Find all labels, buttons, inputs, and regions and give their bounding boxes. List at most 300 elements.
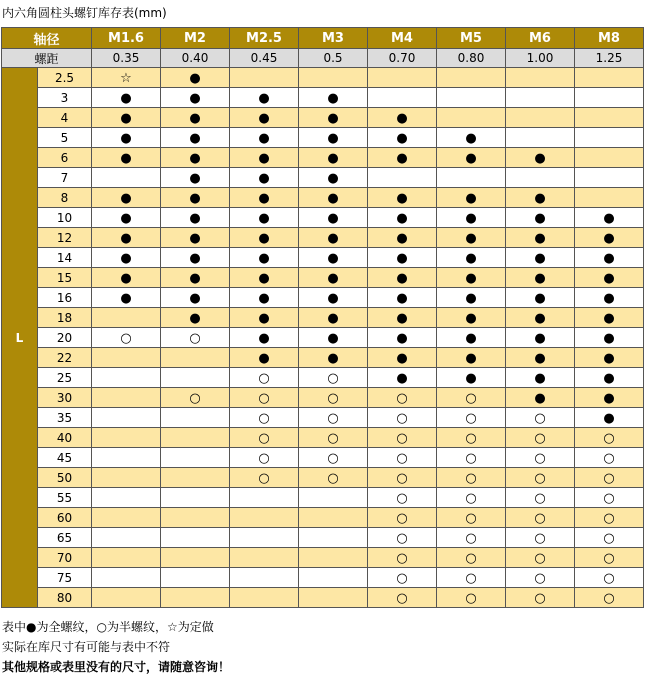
stock-cell	[368, 348, 437, 368]
stock-cell	[161, 308, 230, 328]
full-thread-icon: ●	[120, 270, 132, 286]
full-thread-icon: ●	[465, 270, 477, 286]
stock-cell	[161, 508, 230, 528]
full-thread-icon: ●	[327, 310, 339, 326]
full-thread-icon: ●	[120, 230, 132, 246]
stock-cell	[92, 88, 161, 108]
full-thread-icon: ●	[396, 230, 408, 246]
half-thread-icon: ○	[465, 510, 477, 526]
stock-cell	[92, 288, 161, 308]
legend-note: 表中●为全螺纹，○为半螺纹，☆为定做	[2, 620, 214, 634]
full-thread-icon: ●	[603, 230, 615, 246]
stock-cell	[299, 308, 368, 328]
full-thread-icon: ●	[534, 310, 546, 326]
full-thread-icon: ●	[396, 330, 408, 346]
stock-cell	[299, 408, 368, 428]
table-row	[2, 108, 644, 128]
length-value: 2.5	[38, 68, 92, 88]
full-thread-icon: ●	[120, 90, 132, 106]
stock-cell	[92, 348, 161, 368]
table-row	[2, 88, 644, 108]
stock-cell	[368, 308, 437, 328]
stock-cell	[437, 548, 506, 568]
stock-cell	[368, 508, 437, 528]
full-thread-icon: ●	[534, 390, 546, 406]
stock-cell	[437, 328, 506, 348]
stock-cell	[299, 108, 368, 128]
stock-cell	[230, 568, 299, 588]
half-thread-icon: ○	[189, 330, 201, 346]
full-thread-icon: ●	[396, 130, 408, 146]
pitch-value: 0.40	[161, 49, 230, 68]
half-thread-icon: ○	[258, 410, 270, 426]
stock-cell	[437, 408, 506, 428]
stock-cell	[368, 568, 437, 588]
length-value: 7	[38, 168, 92, 188]
stock-cell	[161, 288, 230, 308]
length-value: 65	[38, 528, 92, 548]
stock-cell	[437, 268, 506, 288]
stock-cell	[506, 168, 575, 188]
stock-cell	[437, 388, 506, 408]
full-thread-icon: ●	[189, 270, 201, 286]
stock-cell	[92, 308, 161, 328]
stock-cell	[506, 428, 575, 448]
half-thread-icon: ○	[396, 490, 408, 506]
stock-cell	[92, 68, 161, 88]
stock-cell	[437, 288, 506, 308]
stock-cell	[299, 328, 368, 348]
stock-cell	[299, 88, 368, 108]
length-value: 16	[38, 288, 92, 308]
stock-cell	[506, 368, 575, 388]
stock-cell	[437, 488, 506, 508]
full-thread-icon: ●	[327, 270, 339, 286]
half-thread-icon: ○	[258, 450, 270, 466]
stock-cell	[161, 168, 230, 188]
full-thread-icon: ●	[396, 270, 408, 286]
stock-cell	[575, 108, 644, 128]
stock-cell	[299, 268, 368, 288]
half-thread-icon: ○	[396, 530, 408, 546]
length-value: 75	[38, 568, 92, 588]
stock-cell	[230, 328, 299, 348]
full-thread-icon: ●	[534, 350, 546, 366]
half-thread-icon: ○	[465, 410, 477, 426]
stock-cell	[299, 488, 368, 508]
stock-cell	[161, 348, 230, 368]
full-thread-icon: ●	[396, 370, 408, 386]
table-row	[2, 348, 644, 368]
stock-cell	[575, 228, 644, 248]
half-thread-icon: ○	[327, 430, 339, 446]
stock-cell	[230, 508, 299, 528]
stock-cell	[575, 268, 644, 288]
stock-cell	[161, 588, 230, 608]
table-row	[2, 428, 644, 448]
full-thread-icon: ●	[258, 330, 270, 346]
full-thread-icon: ●	[534, 210, 546, 226]
half-thread-icon: ○	[534, 430, 546, 446]
stock-cell	[575, 68, 644, 88]
full-thread-icon: ●	[534, 330, 546, 346]
half-thread-icon: ○	[465, 450, 477, 466]
inventory-table	[1, 27, 644, 608]
stock-cell	[230, 588, 299, 608]
length-value: 6	[38, 148, 92, 168]
full-thread-icon: ●	[327, 210, 339, 226]
full-thread-icon: ●	[258, 170, 270, 186]
size-header-row	[2, 28, 644, 49]
full-thread-icon: ●	[327, 250, 339, 266]
stock-cell	[92, 468, 161, 488]
stock-cell	[161, 548, 230, 568]
stock-cell	[92, 508, 161, 528]
inquiry-note: 其他规格或表里没有的尺寸，请随意咨询！	[2, 660, 231, 674]
stock-cell	[506, 88, 575, 108]
stock-cell	[437, 348, 506, 368]
table-row	[2, 288, 644, 308]
stock-cell	[368, 108, 437, 128]
full-thread-icon: ●	[258, 150, 270, 166]
full-thread-icon: ●	[534, 150, 546, 166]
stock-cell	[575, 388, 644, 408]
length-value: 18	[38, 308, 92, 328]
stock-cell	[299, 388, 368, 408]
stock-cell	[230, 308, 299, 328]
full-thread-icon: ●	[534, 270, 546, 286]
half-thread-icon: ○	[396, 570, 408, 586]
half-thread-icon: ○	[534, 450, 546, 466]
stock-cell	[92, 428, 161, 448]
stock-cell	[437, 168, 506, 188]
full-thread-icon: ●	[603, 390, 615, 406]
stock-cell	[299, 128, 368, 148]
stock-cell	[575, 288, 644, 308]
half-thread-icon: ○	[534, 510, 546, 526]
length-value: 40	[38, 428, 92, 448]
custom-order-icon: ☆	[120, 70, 132, 86]
stock-cell	[230, 548, 299, 568]
half-thread-icon: ○	[327, 370, 339, 386]
length-value: 45	[38, 448, 92, 468]
stock-cell	[575, 468, 644, 488]
stock-cell	[506, 548, 575, 568]
stock-cell	[368, 148, 437, 168]
half-thread-icon: ○	[327, 470, 339, 486]
length-value: 20	[38, 328, 92, 348]
half-thread-icon: ○	[603, 550, 615, 566]
stock-cell	[368, 468, 437, 488]
page-title: 内六角圆柱头螺钉库存表(mm)	[2, 6, 167, 20]
length-value: 60	[38, 508, 92, 528]
half-thread-icon: ○	[465, 530, 477, 546]
stock-cell	[299, 468, 368, 488]
stock-cell	[92, 148, 161, 168]
table-row	[2, 548, 644, 568]
size-header-m5: M5	[437, 28, 506, 49]
stock-cell	[230, 348, 299, 368]
half-thread-icon: ○	[534, 570, 546, 586]
stock-cell	[575, 188, 644, 208]
stock-cell	[161, 208, 230, 228]
stock-cell	[299, 508, 368, 528]
stock-cell	[161, 448, 230, 468]
full-thread-icon: ●	[396, 250, 408, 266]
full-thread-icon: ●	[258, 350, 270, 366]
stock-cell	[368, 388, 437, 408]
length-value: 15	[38, 268, 92, 288]
stock-cell	[506, 208, 575, 228]
stock-cell	[368, 428, 437, 448]
full-thread-icon: ●	[120, 130, 132, 146]
stock-cell	[437, 208, 506, 228]
full-thread-icon: ●	[465, 250, 477, 266]
table-row	[2, 328, 644, 348]
table-row	[2, 188, 644, 208]
stock-cell	[161, 328, 230, 348]
stock-cell	[506, 488, 575, 508]
table-row	[2, 408, 644, 428]
half-thread-icon: ○	[120, 330, 132, 346]
full-thread-icon: ●	[396, 190, 408, 206]
half-thread-icon: ○	[396, 390, 408, 406]
stock-cell	[230, 188, 299, 208]
stock-cell	[575, 148, 644, 168]
stock-cell	[230, 468, 299, 488]
pitch-row	[2, 49, 644, 68]
stock-cell	[299, 348, 368, 368]
stock-cell	[437, 568, 506, 588]
table-row	[2, 368, 644, 388]
stock-cell	[368, 448, 437, 468]
half-thread-icon: ○	[603, 490, 615, 506]
length-value: 14	[38, 248, 92, 268]
full-thread-icon: ●	[189, 250, 201, 266]
table-row	[2, 68, 644, 88]
stock-cell	[92, 388, 161, 408]
half-thread-icon: ○	[603, 590, 615, 606]
stock-cell	[437, 428, 506, 448]
stock-cell	[437, 188, 506, 208]
stock-cell	[230, 88, 299, 108]
stock-cell	[437, 468, 506, 488]
stock-cell	[92, 128, 161, 148]
stock-cell	[506, 468, 575, 488]
length-value: 3	[38, 88, 92, 108]
half-thread-icon: ○	[396, 510, 408, 526]
length-value: 50	[38, 468, 92, 488]
stock-cell	[230, 228, 299, 248]
half-thread-icon: ○	[396, 430, 408, 446]
full-thread-icon: ●	[258, 270, 270, 286]
stock-cell	[575, 528, 644, 548]
full-thread-icon: ●	[189, 130, 201, 146]
full-thread-icon: ●	[189, 170, 201, 186]
full-thread-icon: ●	[534, 250, 546, 266]
full-thread-icon: ●	[327, 190, 339, 206]
full-thread-icon: ●	[534, 290, 546, 306]
half-thread-icon: ○	[465, 550, 477, 566]
stock-cell	[92, 208, 161, 228]
stock-cell	[230, 108, 299, 128]
full-thread-icon: ●	[327, 130, 339, 146]
half-thread-icon: ○	[534, 470, 546, 486]
half-thread-icon: ○	[327, 410, 339, 426]
full-thread-icon: ●	[258, 110, 270, 126]
stock-cell	[161, 148, 230, 168]
stock-cell	[161, 408, 230, 428]
full-thread-icon: ●	[327, 90, 339, 106]
stock-cell	[575, 88, 644, 108]
stock-cell	[575, 328, 644, 348]
stock-cell	[506, 108, 575, 128]
stock-cell	[437, 228, 506, 248]
stock-cell	[575, 428, 644, 448]
length-value: 70	[38, 548, 92, 568]
spec-label: 轴径	[2, 28, 92, 49]
stock-cell	[437, 248, 506, 268]
stock-cell	[161, 268, 230, 288]
stock-cell	[506, 408, 575, 428]
stock-cell	[92, 568, 161, 588]
table-row	[2, 268, 644, 288]
full-thread-icon: ●	[189, 150, 201, 166]
stock-cell	[92, 268, 161, 288]
size-header-m6: M6	[506, 28, 575, 49]
full-thread-icon: ●	[465, 150, 477, 166]
table-row	[2, 388, 644, 408]
half-thread-icon: ○	[603, 430, 615, 446]
stock-cell	[437, 148, 506, 168]
stock-cell	[92, 108, 161, 128]
stock-cell	[230, 68, 299, 88]
size-header-m3: M3	[299, 28, 368, 49]
stock-cell	[437, 308, 506, 328]
half-thread-icon: ○	[396, 590, 408, 606]
stock-cell	[92, 368, 161, 388]
stock-cell	[506, 328, 575, 348]
stock-cell	[299, 528, 368, 548]
stock-cell	[92, 188, 161, 208]
full-thread-icon: ●	[603, 350, 615, 366]
full-thread-icon: ●	[465, 210, 477, 226]
stock-cell	[437, 588, 506, 608]
stock-cell	[299, 568, 368, 588]
stock-cell	[92, 168, 161, 188]
stock-cell	[575, 508, 644, 528]
table-row	[2, 308, 644, 328]
length-value: 22	[38, 348, 92, 368]
stock-cell	[230, 268, 299, 288]
stock-cell	[368, 268, 437, 288]
stock-cell	[437, 508, 506, 528]
pitch-value: 0.80	[437, 49, 506, 68]
stock-cell	[506, 448, 575, 468]
stock-cell	[506, 308, 575, 328]
stock-cell	[161, 368, 230, 388]
stock-cell	[230, 448, 299, 468]
full-thread-icon: ●	[534, 190, 546, 206]
stock-cell	[506, 128, 575, 148]
table-row	[2, 168, 644, 188]
length-label: L	[2, 68, 38, 608]
stock-cell	[161, 388, 230, 408]
stock-cell	[437, 528, 506, 548]
length-value: 5	[38, 128, 92, 148]
stock-cell	[299, 68, 368, 88]
full-thread-icon: ●	[120, 190, 132, 206]
half-thread-icon: ○	[465, 470, 477, 486]
stock-cell	[437, 368, 506, 388]
full-thread-icon: ●	[534, 370, 546, 386]
stock-cell	[230, 148, 299, 168]
table-row	[2, 208, 644, 228]
half-thread-icon: ○	[534, 410, 546, 426]
stock-cell	[299, 548, 368, 568]
half-thread-icon: ○	[603, 510, 615, 526]
half-thread-icon: ○	[396, 470, 408, 486]
full-thread-icon: ●	[396, 310, 408, 326]
stock-cell	[368, 328, 437, 348]
full-thread-icon: ●	[465, 310, 477, 326]
full-thread-icon: ●	[327, 350, 339, 366]
stock-cell	[161, 68, 230, 88]
half-thread-icon: ○	[534, 490, 546, 506]
full-thread-icon: ●	[258, 310, 270, 326]
half-thread-icon: ○	[396, 550, 408, 566]
pitch-value: 0.35	[92, 49, 161, 68]
pitch-value: 0.45	[230, 49, 299, 68]
stock-cell	[506, 248, 575, 268]
table-row	[2, 568, 644, 588]
stock-cell	[92, 408, 161, 428]
table-row	[2, 468, 644, 488]
stock-cell	[299, 188, 368, 208]
half-thread-icon: ○	[534, 550, 546, 566]
half-thread-icon: ○	[327, 450, 339, 466]
stock-cell	[368, 248, 437, 268]
full-thread-icon: ●	[603, 290, 615, 306]
full-thread-icon: ●	[603, 370, 615, 386]
length-value: 12	[38, 228, 92, 248]
stock-cell	[299, 248, 368, 268]
stock-cell	[161, 228, 230, 248]
stock-cell	[575, 548, 644, 568]
full-thread-icon: ●	[327, 230, 339, 246]
stock-cell	[368, 208, 437, 228]
full-thread-icon: ●	[465, 230, 477, 246]
stock-cell	[437, 128, 506, 148]
full-thread-icon: ●	[396, 210, 408, 226]
stock-cell	[368, 488, 437, 508]
full-thread-icon: ●	[120, 250, 132, 266]
stock-cell	[161, 88, 230, 108]
full-thread-icon: ●	[465, 130, 477, 146]
pitch-value: 1.00	[506, 49, 575, 68]
pitch-value: 0.5	[299, 49, 368, 68]
full-thread-icon: ●	[465, 370, 477, 386]
stock-cell	[575, 368, 644, 388]
stock-cell	[92, 228, 161, 248]
half-thread-icon: ○	[189, 390, 201, 406]
full-thread-icon: ●	[189, 230, 201, 246]
full-thread-icon: ●	[120, 150, 132, 166]
half-thread-icon: ○	[465, 490, 477, 506]
half-thread-icon: ○	[534, 530, 546, 546]
stock-cell	[161, 188, 230, 208]
stock-cell	[368, 528, 437, 548]
